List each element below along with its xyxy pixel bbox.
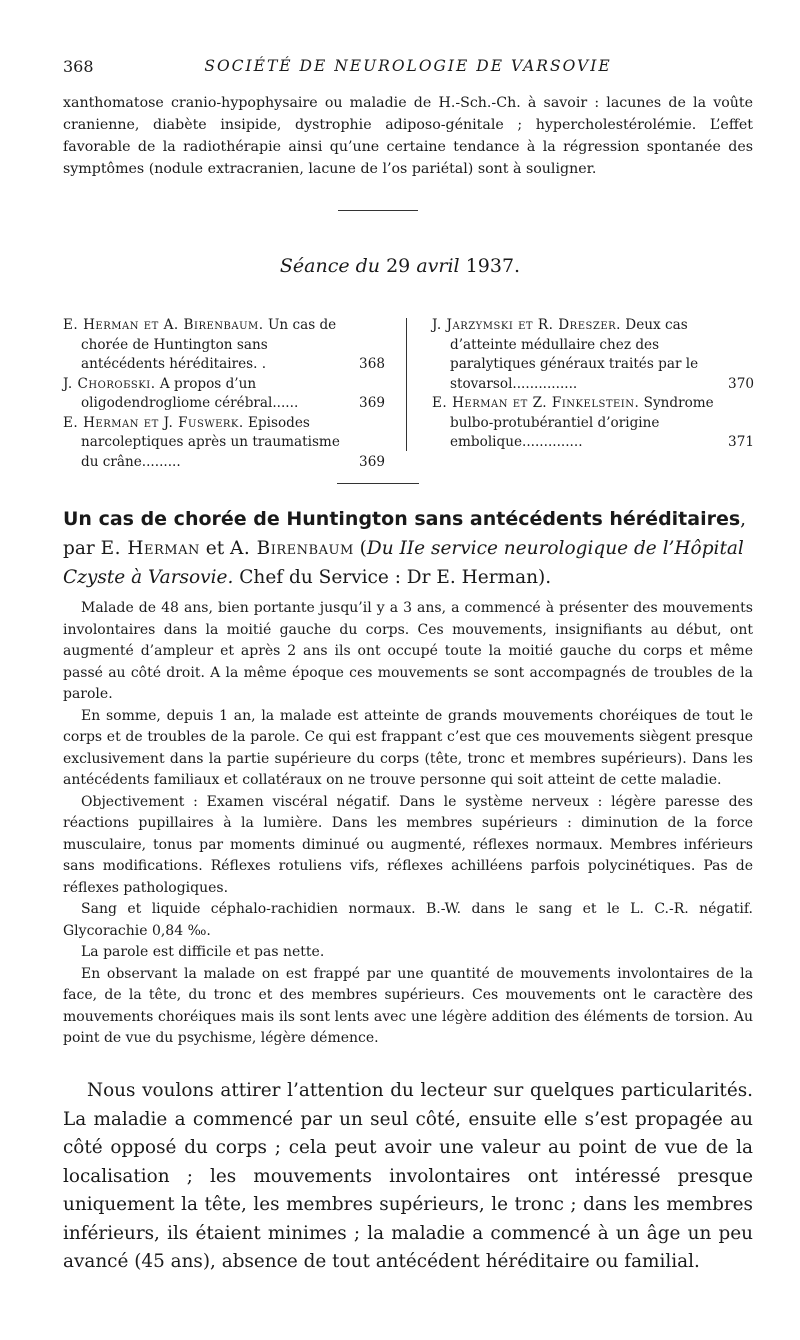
paren-close: ). (538, 567, 552, 588)
session-title (0, 255, 800, 277)
toc-page: 369 (359, 453, 385, 470)
closing-paragraph: Nous voulons attirer l’attention du lecteur sur quelques particularités. La maladie a commencé par un seul côté, ensuite elle s’est propagée au côté opposé du corps ; cela peut avoir une valeur au point de vue de la localisation ; les mouvements involontaires ont intéressé presque uniquement la tête, les membres supérieurs, le tronc ; dans les membres inférieurs, ils étaient minimes ; la maladie a commencé à un âge un peu avancé (45 ans), absence de tout antécédent héréditaire ou familial. (63, 1080, 753, 1272)
toc-left-column (63, 316, 385, 472)
toc-page: 370 (728, 375, 754, 392)
separator-rule (337, 483, 419, 484)
paren-open: ( (359, 538, 367, 559)
body-paragraph: En observant la malade on est frappé par une quantité de mouvements involontaires de la face, de la tête, du tronc et des membres supérieurs. Ces mouvements ont le caractère des mouvements choréiques mais ils sont lents avec une légère addition des éléments de torsion. Au point de vue du psychisme, légère démence. (63, 965, 753, 1046)
toc-authors: J. Jarzymski et R. Dreszer. (432, 317, 621, 333)
running-head (63, 57, 753, 81)
toc-column-divider (406, 318, 407, 451)
journal-title: SOCIÉTÉ DE NEUROLOGIE DE VARSOVIE (204, 57, 612, 75)
body-paragraph: Sang et liquide céphalo-rachidien normaux. B.-W. dans le sang et le L. C.-R. négatif. Glycorachie 0,84 ‰. (63, 901, 753, 939)
toc-entry (432, 394, 754, 453)
toc-title: Syndrome bulbo-protubérantiel d’origine embolique.............. (450, 395, 714, 450)
toc-page: 371 (728, 434, 754, 450)
toc-entry (63, 316, 385, 375)
author-1: E. Herman (100, 538, 200, 559)
article-title: Un cas de chorée de Huntington sans antécédents héréditaires (63, 508, 741, 530)
body-paragraph: Malade de 48 ans, bien portante jusqu’il y a 3 ans, a commencé à présenter des mouvements involontaires dans la moitié gauche du corps. Ces mouvements, insignifiants au début, ont augmenté d’ampleur et après 2 ans ils ont occupé toute la moitié gauche du corps et même passé au côté droit. A la même époque ces mouvements se sont accompagnés de troubles de la parole. (63, 600, 753, 702)
affiliation: Du IIe service neurologique de l’Hôpital Czyste à Varsovie. (63, 538, 744, 588)
body-paragraph: En somme, depuis 1 an, la malade est atteinte de grands mouvements choréiques de tout le corps et de troubles de la parole. Ce qui est frappant c’est que ces mouvements siègent presque exclusivement dans la partie supérieure du corps (tête, tronc et membres supérieurs). Dans les antécédents familiaux et collatéraux on ne trouve personne qui soit atteint de cette maladie. (63, 707, 753, 788)
session-day: 29 (386, 255, 411, 277)
session-prefix: Séance du (279, 255, 381, 277)
article-heading (63, 505, 753, 592)
toc-right-column (432, 316, 754, 453)
separator-rule (338, 210, 418, 211)
intro-paragraph-block (63, 92, 753, 180)
byline-and: et (205, 538, 225, 559)
toc-page: 368 (359, 356, 385, 372)
session-year: 1937. (465, 255, 521, 277)
toc-entry (432, 316, 754, 394)
toc-title: Episodes narcoleptiques après un traumatisme du crâne......... (81, 414, 340, 470)
service-chief: Chef du Service : Dr E. Herman (239, 567, 539, 588)
toc-entry (63, 414, 385, 473)
closing-block (63, 1077, 753, 1277)
page-number: 368 (63, 57, 94, 76)
toc-page: 369 (359, 395, 385, 411)
toc-authors: E. Herman et J. Fuswerk. (63, 414, 244, 431)
toc-title: Deux cas d’atteinte médullaire chez des paralytiques généraux traités par le stovarsol............... (450, 317, 699, 392)
toc-authors: E. Herman et A. Birenbaum. (63, 317, 264, 333)
article-title-punct: , (740, 509, 747, 530)
toc-authors: J. Choroбski. (63, 375, 156, 392)
toc-authors: E. Herman et Z. Finkelstein. (432, 395, 640, 411)
author-2: A. Birenbaum (230, 538, 354, 559)
toc-entry (63, 375, 385, 414)
body-paragraph: Objectivement : Examen viscéral négatif. Dans le système nerveux : légère paresse des réactions pupillaires à la lumière. Dans les membres supérieurs : diminution de la force musculaire, tonus par moments diminué ou augmenté, réflexes normaux. Membres inférieurs sans modifications. Réflexes rotuliens vifs, réflexes achilléens parfois polycinétiques. Pas de réflexes pathologiques. (63, 793, 753, 896)
intro-paragraph: xanthomatose cranio-hypophysaire ou maladie de H.-Sch.-Ch. à savoir : lacunes de la voûte cranienne, diabète insipide, dystrophie adiposo-génitale ; hypercholestérolémie. L’effet favorable de la radiothérapie ainsi qu’une certaine tendance à la régression spontanée des symptômes (nodule extracranien, lacune de l’os pariétal) sont à souligner. (63, 95, 753, 177)
toc-title: Un cas de chorée de Huntington sans antécédents héréditaires. . (81, 317, 337, 372)
toc-title: A propos d’un oligodendrogliome cérébral...... (81, 375, 299, 411)
body-paragraph: La parole est difficile et pas nette. (81, 944, 325, 960)
article-body (63, 598, 753, 1050)
byline-par: par (63, 538, 95, 559)
session-month: avril (416, 255, 460, 277)
